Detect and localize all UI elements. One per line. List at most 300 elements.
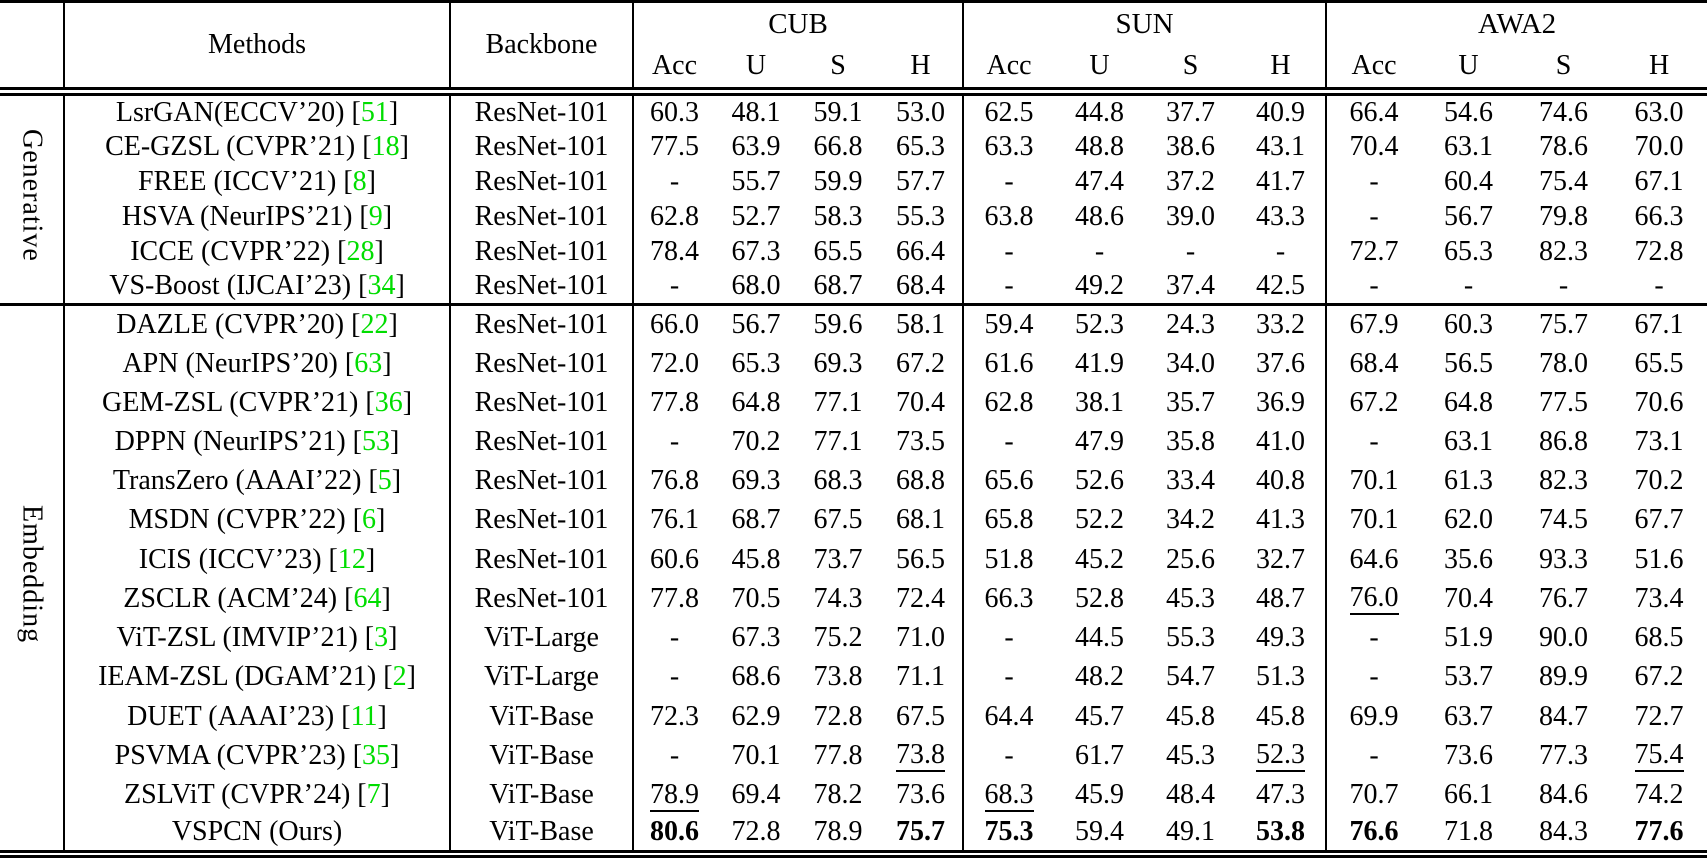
value-cell	[1516, 199, 1611, 234]
value-cell	[797, 92, 879, 130]
value-text: 35.7	[1166, 386, 1216, 418]
value-text: 45.8	[731, 543, 781, 575]
value-cell	[1611, 736, 1707, 775]
value-cell	[1326, 383, 1421, 422]
value-text: 73.6	[1444, 739, 1494, 771]
backbone-cell: ViT-Base	[450, 815, 633, 854]
value-text: 60.3	[650, 96, 699, 128]
value-cell	[1326, 462, 1421, 501]
method-name: ViT-ZSL (IMVIP’21)	[116, 622, 358, 654]
value-text: 63.8	[984, 200, 1034, 232]
value-text: 62.9	[731, 700, 781, 732]
value-text: 53.8	[1256, 816, 1306, 848]
value-cell	[1054, 540, 1145, 579]
value-text: -	[1463, 270, 1474, 302]
value-text: 45.3	[1166, 582, 1216, 614]
value-text: 67.3	[731, 236, 781, 267]
value-cell	[1421, 270, 1516, 305]
value-text: 89.9	[1539, 661, 1589, 693]
value-cell	[633, 540, 715, 579]
value-cell	[1145, 383, 1236, 422]
value-text: 65.3	[896, 130, 945, 162]
table-row	[0, 540, 1707, 579]
value-cell	[963, 540, 1054, 579]
value-cell	[1145, 129, 1236, 164]
method-name: LsrGAN(ECCV’20)	[115, 96, 345, 128]
value-cell	[633, 234, 715, 269]
value-cell	[1516, 383, 1611, 422]
section-label-embedding	[0, 305, 64, 854]
table-row	[0, 344, 1707, 383]
corner-cell	[0, 2, 64, 92]
value-text: 73.4	[1634, 582, 1684, 614]
value-text: -	[669, 739, 680, 771]
value-cell	[1421, 305, 1516, 344]
value-cell	[1326, 501, 1421, 540]
value-cell	[797, 383, 879, 422]
method-cell	[64, 815, 450, 854]
value-text: 73.6	[896, 779, 945, 811]
value-cell	[1611, 92, 1707, 130]
backbone-cell: ResNet-101	[450, 234, 633, 269]
method-cell: VS-Boost (IJCAI’23) [34]	[64, 270, 450, 305]
value-cell	[1145, 199, 1236, 234]
citation-number: 22	[360, 309, 389, 341]
value-text: 51.6	[1634, 543, 1684, 575]
value-cell	[715, 422, 797, 461]
value-cell	[879, 422, 963, 461]
value-cell	[1236, 129, 1326, 164]
value-cell	[963, 305, 1054, 344]
value-cell	[963, 619, 1054, 658]
method-name: ICCE (CVPR’22)	[130, 236, 331, 267]
citation-number: 36	[374, 386, 403, 418]
value-text: 76.7	[1539, 582, 1589, 614]
value-text: 72.0	[650, 347, 699, 379]
value-text: 65.3	[1444, 236, 1494, 267]
value-text: 77.5	[1539, 386, 1589, 418]
value-text: 61.7	[1075, 739, 1125, 771]
value-cell	[1236, 501, 1326, 540]
value-text: 55.7	[731, 165, 781, 197]
value-text: -	[669, 165, 680, 197]
table-row	[0, 270, 1707, 305]
value-text: -	[1275, 236, 1286, 267]
value-text: -	[1369, 622, 1379, 654]
value-text: 51.8	[984, 543, 1034, 575]
value-cell	[1236, 422, 1326, 461]
value-text: 76.1	[650, 504, 699, 536]
value-cell	[715, 92, 797, 130]
value-text: 48.6	[1075, 200, 1125, 232]
col-header-methods: Methods	[64, 2, 450, 92]
subheader-cub-s: S	[830, 50, 846, 81]
value-text: 48.8	[1075, 130, 1125, 162]
value-text: 63.7	[1444, 700, 1494, 732]
value-text: 70.1	[1349, 504, 1399, 536]
subheader-cub-u: U	[745, 50, 767, 81]
value-cell	[1421, 199, 1516, 234]
value-text: 45.3	[1166, 739, 1216, 771]
value-cell	[1145, 501, 1236, 540]
value-cell	[963, 234, 1054, 269]
value-cell	[1054, 462, 1145, 501]
value-cell	[1236, 776, 1326, 815]
value-text: 66.4	[1349, 96, 1399, 128]
value-text: 41.7	[1256, 165, 1306, 197]
value-cell	[1054, 776, 1145, 815]
value-cell	[1516, 619, 1611, 658]
value-cell	[715, 234, 797, 269]
value-text: 72.8	[731, 816, 781, 848]
method-cell: LsrGAN(ECCV’20) [51]	[64, 92, 450, 130]
value-cell	[715, 697, 797, 736]
value-text: 58.3	[813, 200, 863, 232]
value-cell	[1516, 815, 1611, 854]
value-cell	[1236, 619, 1326, 658]
value-cell	[1054, 619, 1145, 658]
value-text: 71.1	[896, 661, 945, 693]
table-row	[0, 579, 1707, 618]
value-cell	[1054, 92, 1145, 130]
value-text: 56.5	[1444, 347, 1494, 379]
value-text: 74.3	[813, 582, 863, 614]
value-text: 78.4	[650, 236, 699, 267]
value-text: 52.3	[1256, 739, 1306, 771]
value-text: 77.3	[1539, 739, 1589, 771]
value-cell	[1326, 697, 1421, 736]
value-cell	[963, 579, 1054, 618]
value-text: 44.5	[1075, 622, 1125, 654]
backbone-cell: ViT-Base	[450, 776, 633, 815]
value-text: 65.3	[731, 347, 781, 379]
value-text: 77.8	[650, 582, 699, 614]
value-cell	[963, 344, 1054, 383]
value-cell	[797, 776, 879, 815]
citation-number: 5	[377, 465, 392, 497]
value-text: 70.4	[1444, 582, 1494, 614]
value-cell	[963, 776, 1054, 815]
value-text: 45.8	[1166, 700, 1216, 732]
value-cell	[715, 619, 797, 658]
method-name: ZSLViT (CVPR’24)	[124, 779, 351, 811]
value-cell	[633, 658, 715, 697]
citation-number: 63	[354, 347, 383, 379]
value-cell	[879, 501, 963, 540]
value-cell	[1516, 658, 1611, 697]
subheader-cub-h: H	[879, 45, 963, 92]
value-text: 59.6	[813, 309, 863, 341]
value-text: -	[669, 270, 680, 302]
value-text: -	[1369, 426, 1379, 458]
value-text: 24.3	[1166, 309, 1216, 341]
value-cell	[715, 736, 797, 775]
value-text: -	[1004, 739, 1014, 771]
value-text: 66.3	[984, 582, 1034, 614]
value-cell	[797, 697, 879, 736]
value-cell	[1516, 776, 1611, 815]
value-cell	[1054, 234, 1145, 269]
value-cell	[1236, 164, 1326, 199]
value-text: 67.3	[731, 622, 781, 654]
value-text: 65.5	[813, 236, 863, 267]
value-cell	[1516, 234, 1611, 269]
method-cell: GEM-ZSL (CVPR’21) [36]	[64, 383, 450, 422]
value-cell	[1326, 199, 1421, 234]
value-cell	[1516, 540, 1611, 579]
value-cell	[1236, 540, 1326, 579]
value-cell	[715, 270, 797, 305]
value-cell	[1611, 579, 1707, 618]
value-cell	[1236, 815, 1326, 854]
value-cell	[1054, 736, 1145, 775]
backbone-cell: ViT-Large	[450, 619, 633, 658]
value-cell	[715, 129, 797, 164]
value-text: -	[1369, 270, 1379, 302]
value-cell	[1611, 164, 1707, 199]
value-text: -	[1004, 622, 1014, 654]
method-name: MSDN (CVPR’22)	[128, 504, 346, 536]
value-cell	[1516, 736, 1611, 775]
value-cell	[1421, 422, 1516, 461]
value-text: 56.7	[731, 309, 781, 341]
value-cell	[879, 129, 963, 164]
value-text: -	[669, 426, 680, 458]
value-text: 45.8	[1256, 700, 1306, 732]
value-text: 67.2	[896, 347, 945, 379]
value-cell	[1054, 658, 1145, 697]
value-text: 69.3	[731, 465, 781, 497]
value-text: 75.4	[1539, 165, 1589, 197]
value-text: 47.9	[1075, 426, 1125, 458]
citation-number: 12	[337, 543, 366, 575]
value-text: 34.2	[1166, 504, 1216, 536]
method-name: APN (NeurIPS’20)	[122, 347, 338, 379]
value-text: 70.6	[1634, 386, 1684, 418]
value-cell	[1421, 234, 1516, 269]
value-text: 72.8	[1634, 236, 1684, 267]
value-cell	[1611, 234, 1707, 269]
value-cell	[1326, 164, 1421, 199]
method-cell: ICCE (CVPR’22) [28]	[64, 234, 450, 269]
citation-number: 8	[352, 165, 367, 197]
value-text: -	[1369, 165, 1379, 197]
value-text: 70.2	[1634, 465, 1684, 497]
value-cell	[1611, 199, 1707, 234]
backbone-cell: ViT-Large	[450, 658, 633, 697]
value-text: 70.4	[1349, 130, 1399, 162]
value-text: 41.9	[1075, 347, 1125, 379]
value-cell	[1611, 383, 1707, 422]
value-text: 67.5	[896, 700, 945, 732]
value-text: 67.1	[1634, 165, 1684, 197]
value-text: 71.0	[896, 622, 945, 654]
value-text: 67.7	[1634, 504, 1684, 536]
value-cell	[1236, 305, 1326, 344]
value-cell	[797, 619, 879, 658]
value-text: 74.2	[1634, 779, 1684, 811]
value-text: 78.9	[650, 778, 699, 810]
method-cell: HSVA (NeurIPS’21) [9]	[64, 199, 450, 234]
value-cell	[797, 129, 879, 164]
value-cell	[1421, 619, 1516, 658]
value-cell	[633, 501, 715, 540]
value-text: -	[1185, 236, 1196, 267]
value-cell	[1326, 129, 1421, 164]
backbone-cell: ResNet-101	[450, 92, 633, 130]
value-text: 48.4	[1166, 779, 1216, 811]
value-cell	[633, 462, 715, 501]
value-cell	[1516, 344, 1611, 383]
method-cell: IEAM-ZSL (DGAM’21) [2]	[64, 658, 450, 697]
value-cell	[1421, 815, 1516, 854]
subheader-sun-s: S	[1182, 50, 1199, 81]
value-cell	[1054, 344, 1145, 383]
value-text: 68.7	[731, 504, 781, 536]
value-text: 78.9	[813, 816, 863, 848]
section-generative	[0, 92, 1707, 305]
value-cell	[1145, 697, 1236, 736]
value-text: 74.5	[1539, 504, 1589, 536]
value-text: 55.3	[896, 200, 945, 232]
backbone-cell: ResNet-101	[450, 305, 633, 344]
value-text: 70.1	[1349, 465, 1399, 497]
value-text: 80.6	[650, 816, 699, 848]
value-cell	[879, 305, 963, 344]
value-text: 65.8	[984, 504, 1034, 536]
value-text: 76.0	[1349, 582, 1399, 614]
value-cell	[1516, 462, 1611, 501]
value-text: 25.6	[1166, 543, 1216, 575]
value-cell	[1326, 736, 1421, 775]
value-text: 48.7	[1256, 582, 1306, 614]
value-text: 68.0	[731, 270, 781, 302]
value-text: 90.0	[1539, 622, 1589, 654]
citation-number: 2	[392, 661, 407, 693]
value-text: 53.7	[1444, 661, 1494, 693]
value-text: 68.3	[984, 778, 1034, 810]
value-cell	[1326, 658, 1421, 697]
value-cell	[1611, 697, 1707, 736]
value-cell	[1421, 164, 1516, 199]
value-text: 68.5	[1634, 622, 1684, 654]
value-text: -	[1654, 270, 1664, 302]
value-cell	[1054, 129, 1145, 164]
value-cell	[963, 658, 1054, 697]
method-cell: APN (NeurIPS’20) [63]	[64, 344, 450, 383]
citation-number: 35	[362, 739, 391, 771]
value-text: 60.4	[1444, 165, 1494, 197]
value-cell	[633, 92, 715, 130]
header-group-row	[0, 2, 1707, 46]
method-cell: CE-GZSL (CVPR’21) [18]	[64, 129, 450, 164]
value-cell	[1236, 270, 1326, 305]
value-cell	[633, 270, 715, 305]
method-cell: FREE (ICCV’21) [8]	[64, 164, 450, 199]
value-cell	[797, 540, 879, 579]
value-cell	[879, 164, 963, 199]
value-cell	[715, 164, 797, 199]
value-text: 40.8	[1256, 465, 1306, 497]
value-text: 62.0	[1444, 504, 1494, 536]
value-text: 68.1	[896, 504, 945, 536]
method-cell: DPPN (NeurIPS’21) [53]	[64, 422, 450, 461]
citation-number: 18	[371, 130, 400, 162]
value-text: 66.3	[1634, 200, 1684, 232]
value-text: 75.4	[1634, 739, 1684, 771]
backbone-cell: ResNet-101	[450, 501, 633, 540]
value-cell	[715, 383, 797, 422]
value-text: 56.7	[1444, 200, 1494, 232]
method-name: DPPN (NeurIPS’21)	[114, 426, 346, 458]
value-cell	[1054, 697, 1145, 736]
value-text: 59.4	[984, 309, 1034, 341]
value-text: 56.5	[896, 543, 945, 575]
value-text: 52.8	[1075, 582, 1125, 614]
value-text: 73.5	[896, 426, 945, 458]
value-cell	[1236, 658, 1326, 697]
value-cell	[1421, 736, 1516, 775]
group-header-sun: SUN	[963, 2, 1326, 46]
value-text: 76.6	[1349, 816, 1399, 848]
value-cell	[1326, 234, 1421, 269]
value-cell	[879, 344, 963, 383]
group-header-cub: CUB	[633, 2, 963, 46]
value-text: 82.3	[1539, 236, 1589, 267]
value-text: 35.8	[1166, 426, 1216, 458]
value-text: 52.7	[731, 200, 781, 232]
backbone-cell: ViT-Base	[450, 736, 633, 775]
value-cell	[1611, 540, 1707, 579]
value-cell	[1145, 270, 1236, 305]
value-text: 63.1	[1444, 130, 1494, 162]
value-cell	[633, 305, 715, 344]
subheader-awa2-h: H	[1648, 50, 1670, 81]
value-text: 63.0	[1634, 96, 1684, 128]
value-text: 68.8	[896, 465, 945, 497]
backbone-cell: ResNet-101	[450, 383, 633, 422]
value-cell	[1326, 422, 1421, 461]
table-row	[0, 697, 1707, 736]
value-cell	[715, 344, 797, 383]
value-cell	[963, 164, 1054, 199]
value-text: -	[669, 661, 680, 693]
value-text: 38.1	[1075, 386, 1125, 418]
value-cell	[1611, 422, 1707, 461]
value-cell	[963, 501, 1054, 540]
group-header-awa2: AWA2	[1477, 7, 1557, 40]
value-cell	[1421, 579, 1516, 618]
section-label-generative	[0, 92, 64, 305]
value-text: -	[1004, 165, 1014, 197]
subheader-awa2-s: S	[1555, 50, 1572, 81]
value-cell	[1421, 462, 1516, 501]
value-text: 66.0	[650, 309, 699, 341]
value-cell	[633, 736, 715, 775]
value-text: 52.3	[1075, 309, 1125, 341]
citation-number: 53	[362, 426, 390, 458]
value-cell	[633, 776, 715, 815]
value-text: 33.2	[1256, 309, 1306, 341]
value-text: 66.1	[1444, 779, 1494, 811]
table-row	[0, 462, 1707, 501]
value-cell	[797, 579, 879, 618]
col-header-backbone: Backbone	[450, 2, 633, 92]
value-cell	[1516, 92, 1611, 130]
value-text: 64.4	[984, 700, 1034, 732]
method-name: VS-Boost (IJCAI’23)	[109, 270, 352, 302]
value-cell	[1236, 234, 1326, 269]
